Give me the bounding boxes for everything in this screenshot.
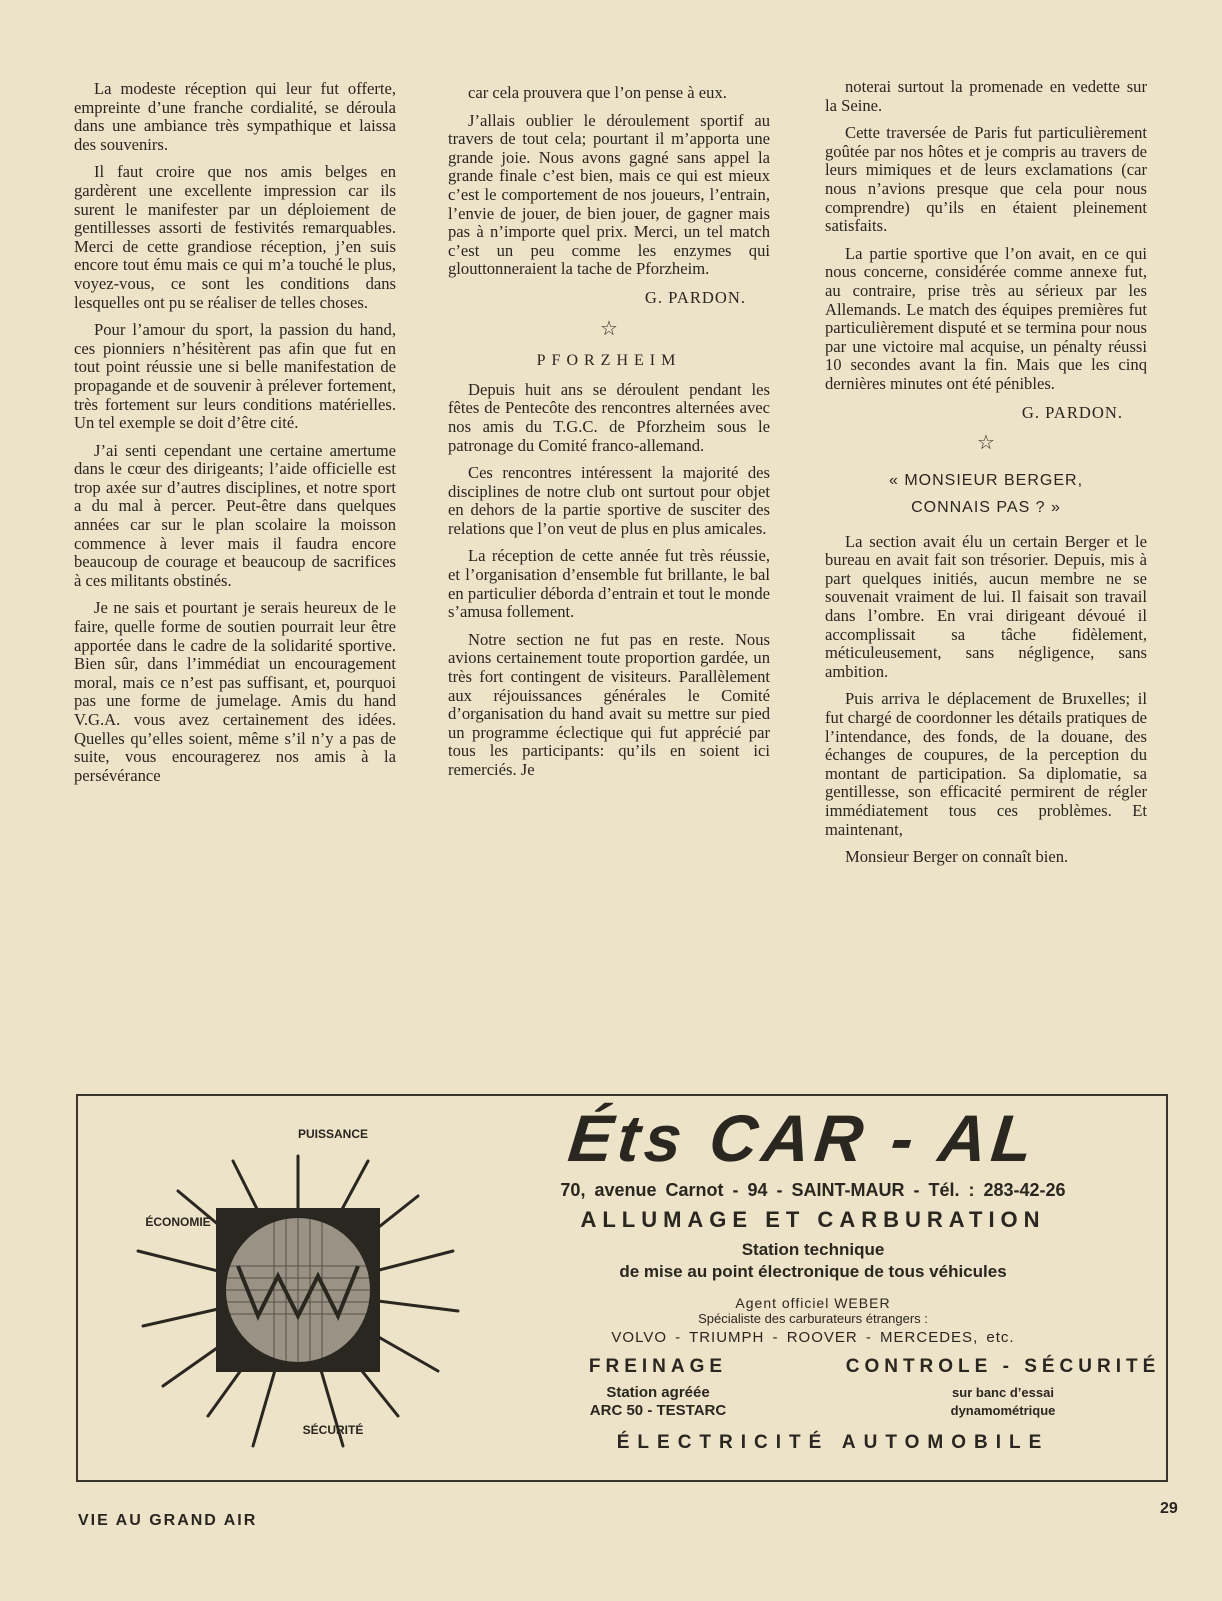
article-column-2 — [448, 84, 770, 789]
controle-line-2: dynamométrique — [950, 1403, 1056, 1418]
paragraph: Ces rencontres intéressent la majorité des disciplines de notre club ont surtout pour objet en dehors de la partie sportive de susciter des relations que l’on veut de plus en plus amicales. — [448, 463, 770, 538]
service-title: ALLUMAGE ET CARBURATION — [580, 1207, 1046, 1232]
controle-title: CONTROLE - SÉCURITÉ — [845, 1356, 1161, 1377]
page-number: 29 — [1160, 1500, 1178, 1517]
section-heading-pforzheim: PFORZHEIM — [536, 352, 682, 370]
paragraph: Je ne sais et pourtant je serais heureux de le faire, quelle forme de soutien pourrait leur être apportée dans le cadre de la solidarité sportive. Bien sûr, dans l’immédiat un encouragement moral, mais ce n’est pas suffisant, et, pourquoi pas une forme de jumelage. Amis du hand V.G.A. vous avez certainement des idées. Quelles qu’elles soient, même s’il n’y a pas de suite, vous encouragerez nos amis à la persévérance — [74, 598, 396, 785]
freinage-line-2: ARC 50 - TESTARC — [589, 1402, 727, 1419]
article-column-3 — [825, 78, 1147, 876]
paragraph: La modeste réception qui leur fut offerte, empreinte d’une franche cordialité, se déroula dans une ambiance très sympathique et laissa des souvenirs. — [74, 79, 396, 154]
heading-line-2: CONNAIS PAS ? » — [911, 498, 1061, 516]
freinage-block — [508, 1356, 808, 1420]
brand-name: Éts CAR - AL — [565, 1101, 1041, 1175]
specialist-line: Spécialiste des carburateurs étrangers : — [698, 1311, 928, 1326]
paragraph: Depuis huit ans se déroulent pendant les fêtes de Pentecôte des rencontres alternées avec nos amis du T.G.C. de Pforzheim sous le patronage du Comité franco-allemand. — [448, 379, 770, 455]
paragraph: La section avait élu un certain Berger et le bureau en avait fait son trésorier. Depuis, mis à part quelques initiés, aucun membre ne se souvenait vraiment de lui. Il faisait son travail dans l’ombre. En vrai dirigeant dévoué il accomplissait sa tâche fidèlement, méticuleusement, sans négligence, sans ambition. — [825, 531, 1147, 681]
address: 70, avenue Carnot - 94 - SAINT-MAUR - Tél. : 283-42-26 — [560, 1180, 1066, 1200]
station-line-2: de mise au point électronique de tous véhicules — [619, 1262, 1007, 1281]
paragraph: Puis arriva le déplacement de Bruxelles; il fut chargé de coordonner les détails pratiques de l’intendance, des fonds, de la douane, des échanges de coupures, de la perception du montant de participation. Sa diplomatie, sa gentillesse, son efficacité permirent de régler immédiatement tous ces problèmes. Et maintenant, — [825, 689, 1147, 839]
controle-line-1: sur banc d’essai — [952, 1385, 1054, 1400]
paragraph: Il faut croire que nos amis belges en gardèrent une excellente impression car ils surent le manifester par un déploiement de gentillesses assorti de festivités remarquables. Merci de cette grandiose réception, j’en suis encore tout ému mais ce qui m’a touché le plus, voyez-vous, ce sont les conditions dans lesquelles ont pu se réaliser de telles choses. — [74, 162, 396, 312]
station-technique — [468, 1239, 1158, 1283]
sunburst-logo-icon — [118, 1116, 478, 1466]
station-line-1: Station technique — [741, 1240, 885, 1259]
logo-label-securite: SÉCURITÉ — [302, 1423, 364, 1437]
car-brands: VOLVO - TRIUMPH - ROOVER - MERCEDES, etc. — [611, 1329, 1015, 1346]
paragraph: Notre section ne fut pas en reste. Nous avions certainement toute proportion gardée, un très fort contingent de visiteurs. Parallèlement aux réjouissances générales le Comité d’organisation du hand avait su mettre sur pied un programme éclectique qui fut apprécié par tous les participants: qu’ils en soient ici remerciés. Je — [448, 629, 770, 779]
agent-officiel: Agent officiel WEBER — [735, 1295, 891, 1311]
article-column-1 — [74, 80, 396, 794]
logo-label-puissance: PUISSANCE — [297, 1127, 369, 1141]
paragraph: Cette traversée de Paris fut particulièrement goûtée par nos hôtes et je compris au travers de leurs mimiques et de leurs exclamations (car nous n’avions presque que cela pour nous comprendre) qu’ils en étaient pleinement satisfaits. — [825, 123, 1147, 236]
paragraph: noterai surtout la promenade en vedette sur la Seine. — [825, 77, 1147, 115]
controle-block — [838, 1356, 1168, 1420]
magazine-title: VIE AU GRAND AIR — [78, 1512, 258, 1529]
services-row — [468, 1356, 1161, 1428]
freinage-line-1: Station agréée — [606, 1384, 710, 1401]
star-separator-icon: ☆ — [600, 317, 618, 340]
paragraph: J’ai senti cependant une certaine amertume dans le cœur des dirigeants; l’aide officielle est trop axée sur d’autres disciplines, et notre sport a du mal à percer. Peut-être dans quelques années car sur le plan scolaire la moisson commence à lever mais il faudra encore beaucoup de courage et beaucoup de sacrifices à ces militants obstinés. — [74, 440, 396, 590]
heading-line-1: « MONSIEUR BERGER, — [888, 471, 1084, 489]
paragraph: Pour l’amour du sport, la passion du hand, ces pionniers n’hésitèrent pas afin que fut en tout point réussie une si belle manifestation de propagande et de souvenir à prélever fortement, très fortement sur leurs conditions matérielles. Un tel exemple se doit d’être cité. — [74, 320, 396, 433]
freinage-title: FREINAGE — [588, 1356, 728, 1377]
electricite-automobile: ÉLECTRICITÉ AUTOMOBILE — [616, 1432, 1050, 1453]
paragraph: Monsieur Berger on connaît bien. — [845, 847, 1069, 867]
advertisement-car-al — [76, 1094, 1168, 1482]
logo-label-economie: ÉCONOMIE — [145, 1215, 211, 1229]
paragraph: La réception de cette année fut très réussie, et l’organisation d’ensemble fut brillante, le bal en particulier déborda d’entrain et tout le monde s’amusa follement. — [448, 546, 770, 622]
paragraph: J’allais oublier le déroulement sportif au travers de tout cela; pourtant il m’apporta une grande joie. Nous avons gagné sans appel la grande finale c’est bien, mais ce qui est mieux c’est le comportement de nos joueurs, l’entrain, l’envie de jouer, de bien jouer, de gagner mais pas à n’importe quel prix. Merci, un tel match c’est un peu comme les enzymes qui glouttonneraient la tache de Pforzheim. — [448, 110, 770, 279]
author-signature: G. PARDON. — [1021, 402, 1123, 422]
paragraph: La partie sportive que l’on avait, en ce qui nous concerne, considérée comme annexe fut, au contraire, prise très au sérieux par les Allemands. Le match des équipes premières fut particulièrement disputé et se termina pour nous par une victoire mal acquise, un pénalty réussi 10 secondes avant la fin. Mais que les cinq dernières minutes ont été pénibles. — [825, 243, 1147, 393]
paragraph: car cela prouvera que l’on pense à eux. — [468, 83, 727, 102]
author-signature: G. PARDON. — [644, 287, 746, 307]
star-separator-icon: ☆ — [977, 432, 995, 455]
ad-text-block — [468, 1101, 1161, 1454]
section-heading-berger — [825, 467, 1147, 521]
